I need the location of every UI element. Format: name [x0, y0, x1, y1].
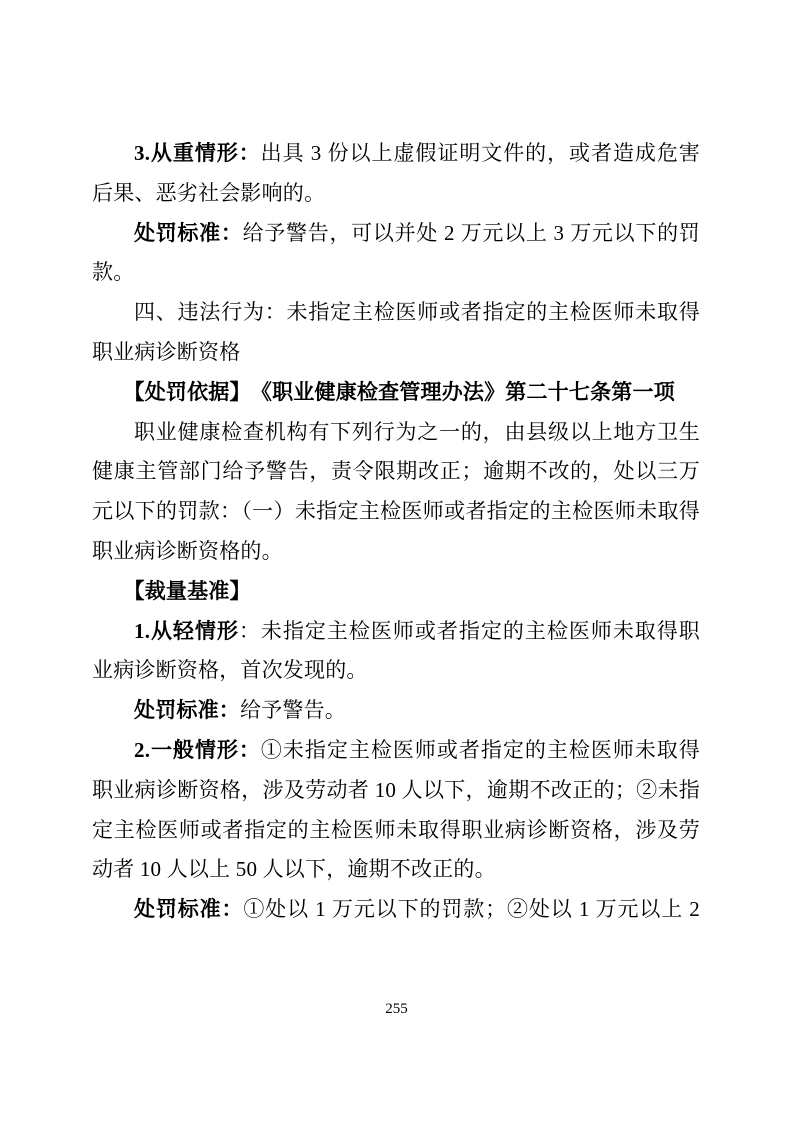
text-run: 四、违法行为：未指定主检医师或者指定的主检医师未取得职业病诊断资格	[92, 300, 700, 364]
text-run: 给予警告，可以并处 2 万元以上 3 万元以下的罚款。	[92, 220, 700, 285]
document-body	[92, 134, 700, 930]
text-run-bold: 【裁量基准】	[123, 578, 251, 603]
paragraph	[92, 214, 700, 294]
paragraph	[92, 612, 700, 692]
text-run: ：未指定主检医师或者指定的主检医师未取得职业病诊断资格，首次发现的。	[92, 618, 700, 683]
paragraph	[92, 731, 700, 890]
text-run-bold: 处罚标准：	[134, 220, 243, 245]
text-run: ①处以 1 万元以下的罚款；②处以 1 万元以上 2	[243, 897, 701, 922]
text-run: 职业健康检查机构有下列行为之一的，由县级以上地方卫生健康主管部门给予警告，责令限期改正；逾期不改的，处以三万元以下的罚款：（一）未指定主检医师或者指定的主检医师未取得职业病诊断资格的。	[92, 419, 700, 563]
paragraph	[92, 890, 700, 930]
paragraph	[92, 691, 700, 731]
paragraph	[92, 373, 700, 413]
paragraph	[92, 293, 700, 373]
text-run: 出具 3 份以上虚假证明文件的，或者造成危害后果、恶劣社会影响的。	[92, 141, 700, 205]
text-run-bold: 处罚标准：	[134, 897, 244, 922]
page-number: 255	[385, 1001, 408, 1017]
paragraph	[92, 413, 700, 572]
paragraph	[92, 134, 700, 214]
text-run: 给予警告。	[240, 698, 346, 723]
text-run-bold: 【处罚依据】 《职业健康检查管理办法》第二十七条第一项	[123, 379, 675, 404]
text-run-bold: 处罚标准：	[134, 698, 240, 723]
text-run: ①未指定主检医师或者指定的主检医师未取得职业病诊断资格，涉及劳动者 10 人以下，逾期不改正的；②未指定主检医师或者指定的主检医师未取得职业病诊断资格，涉及劳动者 10 人以上 50 人以下，逾期不改正的。	[92, 737, 701, 882]
paragraph	[92, 572, 700, 612]
text-run-bold: 1.从轻情形	[134, 618, 239, 643]
page-footer	[0, 998, 793, 1020]
text-run-bold: 2.一般情形：	[134, 737, 261, 762]
text-run-bold: 3.从重情形：	[134, 141, 261, 165]
